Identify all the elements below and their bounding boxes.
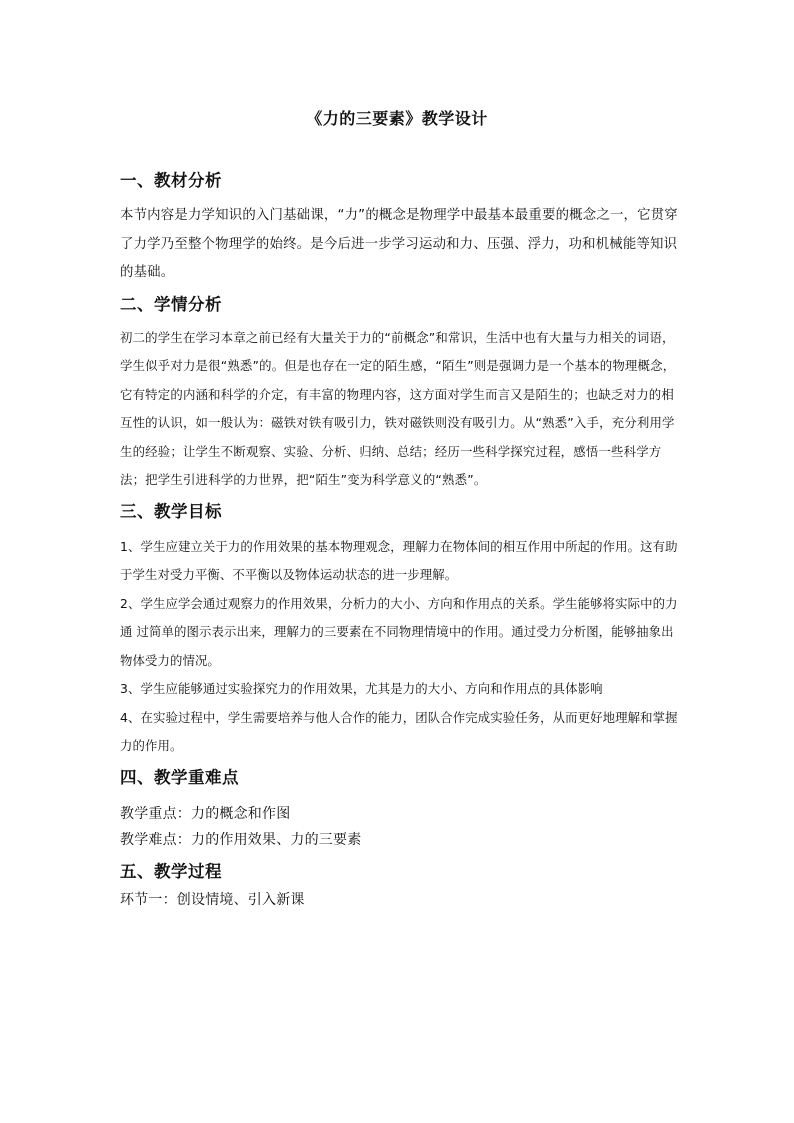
section-paragraph: 初二的学生在学习本章之前已经有大量关于力的“前概念”和常识，生活中也有大量与力相关的词语，学生似乎对力是很“熟悉”的。但是也存在一定的陌生感，“陌生”则是强调力是一个基本的物理概念，它有特定的内涵和科学的介定，有丰富的物理内容，这方面对学生而言又是陌生的；也缺乏对力的相互性的认识，如一般认为：磁铁对铁有吸引力，铁对磁铁则没有吸引力。从“熟悉”入手，充分利用学生的经验；让学生不断观察、实验、分析、归纳、总结；经历一些科学探究过程，感悟一些科学方法；把学生引进科学的力世界，把“陌生”变为科学意义的“熟悉”。: [120, 329, 676, 487]
process-list: [120, 887, 680, 913]
difficult-point-line: 教学难点：力的作用效果、力的三要素: [120, 831, 362, 848]
section-key-difficult-points: [120, 763, 680, 853]
key-points-list: [120, 801, 680, 853]
document-content: [120, 166, 680, 913]
section-heading: 五、教学过程: [120, 861, 222, 881]
section-teaching-goals: [120, 497, 680, 761]
key-point-line: 教学重点：力的概念和作图: [120, 805, 291, 822]
section-teaching-process: [120, 857, 680, 913]
goal-list: [120, 533, 680, 761]
goal-item: 3、学生应能够通过实验探究力的作用效果，尤其是力的大小、方向和作用点的具体影响: [120, 681, 603, 696]
section-heading: 二、学情分析: [120, 294, 222, 314]
document-title: 《力的三要素》教学设计: [306, 109, 488, 128]
process-step-line: 环节一：创设情境、引入新课: [120, 891, 305, 908]
goal-item: 1、学生应建立关于力的作用效果的基本物理观念，理解力在物体间的相互作用中所起的作用。这有助于学生对受力平衡、不平衡以及物体运动状态的进一步理解。: [120, 538, 678, 582]
section-student-analysis: [120, 290, 680, 495]
section-textbook-analysis: [120, 166, 680, 288]
section-heading: 一、教材分析: [120, 171, 222, 190]
section-heading: 四、教学重难点: [120, 767, 239, 787]
goal-item: 2、学生应学会通过观察力的作用效果，分析力的大小、方向和作用点的关系。学生能够将实际中的力通 过简单的图示表示出来，理解力的三要素在不同物理情境中的作用。通过受力分析图，能够抽象出物体受力的情况。: [120, 595, 678, 668]
section-paragraph: 本节内容是力学知识的入门基础课，“力”的概念是物理学中最基本最重要的概念之一，它贯穿了力学乃至整个物理学的始终。是今后进一步学习运动和力、压强、浮力，功和机械能等知识的基础。: [120, 208, 678, 280]
section-heading: 三、教学目标: [120, 501, 222, 521]
goal-item: 4、在实验过程中，学生需要培养与他人合作的能力，团队合作完成实验任务，从而更好地理解和掌握力的作用。: [120, 709, 678, 753]
